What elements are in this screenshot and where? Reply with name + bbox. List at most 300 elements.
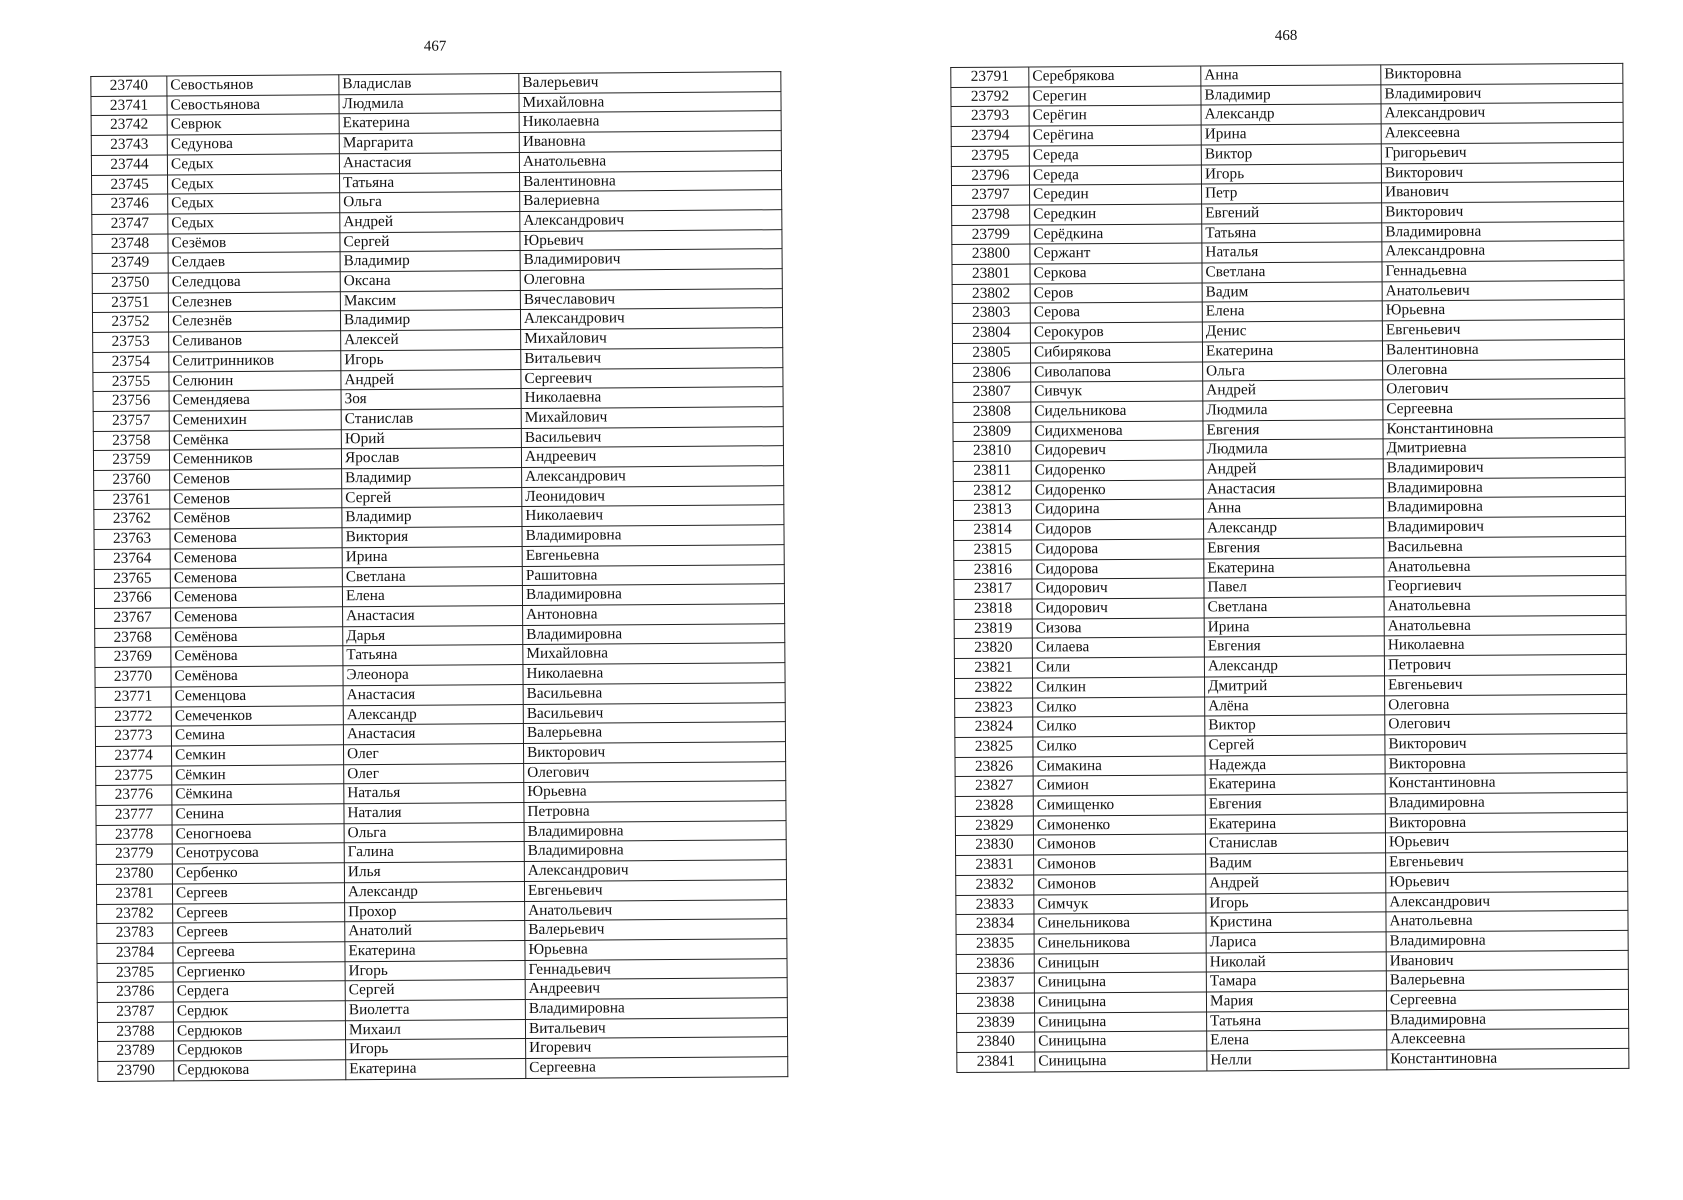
patronymic-cell: Владимировна [1385, 792, 1627, 813]
first-name-cell: Андрей [1203, 380, 1383, 401]
first-name-cell: Александр [1204, 518, 1384, 539]
surname-cell: Сергиенко [173, 961, 345, 982]
first-name-cell: Светлана [342, 566, 522, 587]
patronymic-cell: Андреевич [521, 446, 783, 468]
patronymic-cell: Михайловна [519, 91, 781, 113]
record-number-cell: 23769 [95, 647, 171, 667]
patronymic-cell: Валерьевна [523, 722, 785, 744]
patronymic-cell: Олеговна [1385, 694, 1627, 715]
record-number-cell: 23790 [98, 1061, 174, 1081]
record-number-cell: 23781 [96, 884, 172, 904]
record-number-cell: 23743 [91, 135, 167, 155]
first-name-cell: Игорь [1201, 163, 1381, 184]
record-number-cell: 23774 [96, 746, 172, 766]
patronymic-cell: Константиновна [1387, 1049, 1629, 1070]
first-name-cell: Илья [344, 862, 524, 883]
record-number-cell: 23780 [96, 864, 172, 884]
record-number-cell: 23820 [954, 638, 1032, 658]
patronymic-cell: Владимировна [1387, 1009, 1629, 1030]
first-name-cell: Наталия [344, 803, 524, 824]
patronymic-cell: Георгиевич [1384, 576, 1626, 597]
record-number-cell: 23761 [94, 490, 170, 510]
patronymic-cell: Витальевич [521, 348, 783, 370]
record-number-cell: 23837 [956, 973, 1034, 993]
patronymic-cell: Владимировна [1383, 497, 1625, 518]
patronymic-cell: Валентиновна [1382, 339, 1624, 360]
first-name-cell: Татьяна [343, 645, 523, 666]
record-number-cell: 23764 [94, 549, 170, 569]
patronymic-cell: Анатольевна [1386, 911, 1628, 932]
record-number-cell: 23806 [953, 363, 1031, 383]
first-name-cell: Игорь [341, 349, 521, 370]
patronymic-cell: Викторович [1381, 162, 1623, 183]
surname-cell: Сержант [1030, 243, 1202, 264]
record-number-cell: 23840 [957, 1032, 1035, 1052]
surname-cell: Серегин [1029, 86, 1201, 107]
first-name-cell: Алексей [341, 330, 521, 351]
first-name-cell: Игорь [345, 960, 525, 981]
surname-cell: Седых [168, 213, 340, 234]
first-name-cell: Тамара [1206, 971, 1386, 992]
first-name-cell: Александр [1204, 656, 1384, 677]
patronymic-cell: Антоновна [523, 604, 785, 626]
patronymic-cell: Владимировна [522, 525, 784, 547]
surname-cell: Селдаев [168, 252, 340, 273]
surname-cell: Седых [167, 154, 339, 175]
surname-cell: Семендяева [169, 390, 341, 411]
patronymic-cell: Сергеевна [1383, 398, 1625, 419]
patronymic-cell: Валерьевич [519, 72, 781, 94]
first-name-cell: Людмила [1203, 439, 1383, 460]
patronymic-cell: Леонидович [522, 485, 784, 507]
surname-cell: Селюнин [169, 370, 341, 391]
record-number-cell: 23828 [955, 796, 1033, 816]
record-number-cell: 23833 [956, 895, 1034, 915]
record-number-cell: 23771 [95, 687, 171, 707]
first-name-cell: Владимир [342, 507, 522, 528]
record-number-cell: 23819 [954, 619, 1032, 639]
patronymic-cell: Васильевич [523, 702, 785, 724]
surname-cell: Симищенко [1033, 795, 1205, 816]
surname-cell: Сидоренко [1031, 480, 1203, 501]
first-name-cell: Андрей [1206, 873, 1386, 894]
surname-cell: Сидорович [1032, 598, 1204, 619]
surname-cell: Семенцова [171, 686, 343, 707]
first-name-cell: Владимир [342, 468, 522, 489]
record-number-cell: 23799 [952, 225, 1030, 245]
surname-cell: Севостьянов [167, 75, 339, 96]
surname-cell: Серёдкина [1030, 224, 1202, 245]
surname-cell: Сидоров [1032, 519, 1204, 540]
record-number-cell: 23793 [951, 106, 1029, 126]
surname-cell: Семёнова [171, 646, 343, 667]
patronymic-cell: Геннадьевич [525, 958, 787, 980]
first-name-cell: Олег [343, 743, 523, 764]
record-number-cell: 23753 [93, 332, 169, 352]
patronymic-cell: Викторовна [1385, 812, 1627, 833]
surname-cell: Седых [168, 193, 340, 214]
record-number-cell: 23802 [952, 284, 1030, 304]
surname-cell: Селедцова [168, 272, 340, 293]
surname-cell: Серова [1030, 302, 1202, 323]
record-number-cell: 23836 [956, 954, 1034, 974]
first-name-cell: Светлана [1202, 262, 1382, 283]
patronymic-cell: Викторович [523, 742, 785, 764]
patronymic-cell: Евгеньевич [1382, 320, 1624, 341]
surname-cell: Сердюков [173, 1020, 345, 1041]
surname-cell: Семкин [171, 745, 343, 766]
patronymic-cell: Николаевна [519, 111, 781, 133]
record-number-cell: 23740 [91, 76, 167, 96]
record-number-cell: 23749 [92, 253, 168, 273]
patronymic-cell: Евгеньевич [524, 879, 786, 901]
surname-cell: Синицына [1034, 972, 1206, 993]
first-name-cell: Евгений [1202, 203, 1382, 224]
patronymic-cell: Рашитовна [522, 564, 784, 586]
surname-cell: Силкин [1033, 677, 1205, 698]
patronymic-cell: Петровна [524, 801, 786, 823]
patronymic-cell: Олегович [524, 761, 786, 783]
record-number-cell: 23815 [954, 540, 1032, 560]
surname-cell: Селиванов [169, 331, 341, 352]
record-number-cell: 23797 [952, 185, 1030, 205]
first-name-cell: Лариса [1206, 932, 1386, 953]
record-number-cell: 23759 [93, 450, 169, 470]
surname-cell: Сили [1032, 657, 1204, 678]
first-name-cell: Кристина [1206, 912, 1386, 933]
record-number-cell: 23821 [954, 658, 1032, 678]
patronymic-cell: Анатольевич [525, 899, 787, 921]
surname-cell: Серов [1030, 283, 1202, 304]
patronymic-cell: Валерьевич [525, 919, 787, 941]
patronymic-cell: Владимировна [522, 584, 784, 606]
first-name-cell: Юрий [341, 428, 521, 449]
record-number-cell: 23755 [93, 372, 169, 392]
record-number-cell: 23804 [952, 323, 1030, 343]
first-name-cell: Екатерина [1202, 341, 1382, 362]
surname-cell: Семенов [170, 489, 342, 510]
first-name-cell: Екатерина [1205, 814, 1385, 835]
record-number-cell: 23758 [93, 431, 169, 451]
first-name-cell: Елена [1202, 301, 1382, 322]
record-number-cell: 23811 [953, 461, 1031, 481]
surname-cell: Серокуров [1030, 322, 1202, 343]
record-number-cell: 23791 [951, 67, 1029, 87]
record-number-cell: 23766 [94, 588, 170, 608]
record-number-cell: 23765 [94, 569, 170, 589]
patronymic-cell: Михайлович [521, 407, 783, 429]
first-name-cell: Светлана [1204, 597, 1384, 618]
first-name-cell: Татьяна [1202, 222, 1382, 243]
record-number-cell: 23824 [955, 717, 1033, 737]
first-name-cell: Виктория [342, 527, 522, 548]
surname-cell: Сивчук [1031, 381, 1203, 402]
first-name-cell: Игорь [1206, 892, 1386, 913]
surname-cell: Синицын [1034, 953, 1206, 974]
first-name-cell: Оксана [340, 271, 520, 292]
record-number-cell: 23803 [952, 303, 1030, 323]
first-name-cell: Надежда [1205, 754, 1385, 775]
patronymic-cell: Владимирович [1381, 83, 1623, 104]
first-name-cell: Ольга [340, 192, 520, 213]
patronymic-cell: Ивановна [519, 131, 781, 153]
patronymic-cell: Николаевич [522, 505, 784, 527]
first-name-cell: Александр [1201, 104, 1381, 125]
first-name-cell: Маргарита [339, 133, 519, 154]
first-name-cell: Анна [1201, 65, 1381, 86]
surname-cell: Сезёмов [168, 232, 340, 253]
patronymic-cell: Витальевич [525, 1017, 787, 1039]
patronymic-cell: Иванович [1381, 182, 1623, 203]
record-number-cell: 23742 [91, 115, 167, 135]
first-name-cell: Владислав [339, 74, 519, 95]
names-table-right-body [951, 63, 1629, 1072]
patronymic-cell: Юрьевич [1385, 832, 1627, 853]
patronymic-cell: Александрович [1381, 103, 1623, 124]
record-number-cell: 23786 [97, 982, 173, 1002]
first-name-cell: Нелли [1207, 1050, 1387, 1071]
surname-cell: Силко [1033, 696, 1205, 717]
first-name-cell: Анастасия [339, 152, 519, 173]
record-number-cell: 23831 [956, 855, 1034, 875]
first-name-cell: Ярослав [341, 448, 521, 469]
record-number-cell: 23812 [953, 481, 1031, 501]
patronymic-cell: Анатольевна [1384, 595, 1626, 616]
patronymic-cell: Анатольевна [519, 150, 781, 172]
patronymic-cell: Васильевич [521, 426, 783, 448]
first-name-cell: Анастасия [343, 724, 523, 745]
surname-cell: Синицына [1034, 992, 1206, 1013]
patronymic-cell: Юрьевна [525, 939, 787, 961]
first-name-cell: Игорь [346, 1039, 526, 1060]
patronymic-cell: Юрьевич [520, 229, 782, 251]
first-name-cell: Андрей [1203, 459, 1383, 480]
first-name-cell: Наталья [344, 783, 524, 804]
patronymic-cell: Владимировна [524, 820, 786, 842]
patronymic-cell: Сергеевна [1386, 989, 1628, 1010]
record-number-cell: 23767 [95, 608, 171, 628]
table-row [957, 1049, 1629, 1073]
record-number-cell: 23795 [951, 146, 1029, 166]
first-name-cell: Владимир [340, 251, 520, 272]
surname-cell: Симион [1033, 775, 1205, 796]
surname-cell: Сергеев [172, 883, 344, 904]
record-number-cell: 23785 [97, 963, 173, 983]
surname-cell: Середа [1029, 145, 1201, 166]
surname-cell: Середин [1029, 184, 1201, 205]
first-name-cell: Дмитрий [1205, 676, 1385, 697]
first-name-cell: Михаил [345, 1019, 525, 1040]
record-number-cell: 23779 [96, 844, 172, 864]
first-name-cell: Екатерина [1204, 557, 1384, 578]
record-number-cell: 23788 [97, 1022, 173, 1042]
patronymic-cell: Викторовна [1381, 63, 1623, 84]
record-number-cell: 23789 [98, 1041, 174, 1061]
record-number-cell: 23829 [955, 816, 1033, 836]
surname-cell: Сердюк [173, 1001, 345, 1022]
record-number-cell: 23782 [97, 903, 173, 923]
record-number-cell: 23745 [92, 174, 168, 194]
record-number-cell: 23778 [96, 825, 172, 845]
record-number-cell: 23747 [92, 214, 168, 234]
first-name-cell: Анастасия [343, 684, 523, 705]
page-number-left: 467 [423, 38, 447, 55]
first-name-cell: Владимир [340, 310, 520, 331]
surname-cell: Силко [1033, 736, 1205, 757]
record-number-cell: 23810 [953, 441, 1031, 461]
first-name-cell: Анна [1203, 498, 1383, 519]
patronymic-cell: Евгеньевич [1385, 674, 1627, 695]
surname-cell: Сёмкина [172, 784, 344, 805]
record-number-cell: 23762 [94, 509, 170, 529]
record-number-cell: 23808 [953, 402, 1031, 422]
patronymic-cell: Константиновна [1383, 418, 1625, 439]
record-number-cell: 23827 [955, 776, 1033, 796]
record-number-cell: 23783 [97, 923, 173, 943]
record-number-cell: 23794 [951, 126, 1029, 146]
patronymic-cell: Александрович [520, 308, 782, 330]
first-name-cell: Владимир [1201, 85, 1381, 106]
patronymic-cell: Владимирович [1383, 457, 1625, 478]
first-name-cell: Анастасия [343, 605, 523, 626]
record-number-cell: 23784 [97, 943, 173, 963]
patronymic-cell: Александрович [524, 860, 786, 882]
surname-cell: Сеногноева [172, 823, 344, 844]
surname-cell: Семенова [170, 587, 342, 608]
first-name-cell: Евгения [1205, 794, 1385, 815]
surname-cell: Селезнёв [168, 311, 340, 332]
first-name-cell: Екатерина [339, 113, 519, 134]
patronymic-cell: Васильевна [523, 682, 785, 704]
surname-cell: Сергеев [173, 902, 345, 923]
first-name-cell: Элеонора [343, 665, 523, 686]
record-number-cell: 23775 [96, 766, 172, 786]
surname-cell: Симонов [1033, 834, 1205, 855]
surname-cell: Сизова [1032, 618, 1204, 639]
patronymic-cell: Владимировна [525, 998, 787, 1020]
surname-cell: Селитринников [169, 351, 341, 372]
patronymic-cell: Анатольевна [1384, 615, 1626, 636]
record-number-cell: 23748 [92, 234, 168, 254]
patronymic-cell: Вячеславович [520, 288, 782, 310]
patronymic-cell: Олеговна [1383, 359, 1625, 380]
first-name-cell: Алёна [1205, 695, 1385, 716]
surname-cell: Синицына [1035, 1012, 1207, 1033]
patronymic-cell: Викторовна [1385, 753, 1627, 774]
surname-cell: Семёнова [171, 666, 343, 687]
record-number-cell: 23751 [92, 293, 168, 313]
surname-cell: Сергеев [173, 922, 345, 943]
surname-cell: Симонов [1034, 874, 1206, 895]
first-name-cell: Татьяна [340, 172, 520, 193]
patronymic-cell: Петрович [1384, 654, 1626, 675]
first-name-cell: Вадим [1206, 853, 1386, 874]
patronymic-cell: Викторович [1385, 733, 1627, 754]
table-row [98, 1057, 788, 1082]
surname-cell: Семина [171, 725, 343, 746]
record-number-cell: 23814 [954, 520, 1032, 540]
record-number-cell: 23823 [955, 698, 1033, 718]
patronymic-cell: Геннадьевна [1382, 260, 1624, 281]
surname-cell: Сидоренко [1031, 460, 1203, 481]
first-name-cell: Виктор [1205, 715, 1385, 736]
patronymic-cell: Владимировна [523, 623, 785, 645]
record-number-cell: 23770 [95, 667, 171, 687]
first-name-cell: Петр [1201, 183, 1381, 204]
patronymic-cell: Владимировна [1382, 221, 1624, 242]
patronymic-cell: Олеговна [520, 269, 782, 291]
first-name-cell: Анастасия [1203, 479, 1383, 500]
record-number-cell: 23816 [954, 560, 1032, 580]
surname-cell: Середкин [1030, 204, 1202, 225]
surname-cell: Сидорова [1032, 559, 1204, 580]
first-name-cell: Зоя [341, 389, 521, 410]
surname-cell: Сидорова [1032, 539, 1204, 560]
record-number-cell: 23807 [953, 382, 1031, 402]
surname-cell: Сидихменова [1031, 421, 1203, 442]
patronymic-cell: Владимирович [520, 249, 782, 271]
first-name-cell: Александр [343, 704, 523, 725]
names-table-right [950, 63, 1629, 1073]
first-name-cell: Сергей [1205, 735, 1385, 756]
patronymic-cell: Валериевна [520, 190, 782, 212]
surname-cell: Силко [1033, 716, 1205, 737]
record-number-cell: 23772 [95, 706, 171, 726]
record-number-cell: 23752 [92, 312, 168, 332]
surname-cell: Симакина [1033, 756, 1205, 777]
first-name-cell: Евгения [1204, 636, 1384, 657]
first-name-cell: Ольга [344, 822, 524, 843]
patronymic-cell: Евгеньевна [522, 545, 784, 567]
surname-cell: Семенова [170, 548, 342, 569]
surname-cell: Севостьянова [167, 94, 339, 115]
record-number-cell: 23792 [951, 87, 1029, 107]
patronymic-cell: Николаевна [1384, 635, 1626, 656]
patronymic-cell: Анатольевна [1384, 556, 1626, 577]
surname-cell: Семёнова [171, 626, 343, 647]
patronymic-cell: Владимировна [524, 840, 786, 862]
surname-cell: Синицына [1035, 1031, 1207, 1052]
first-name-cell: Станислав [1205, 833, 1385, 854]
patronymic-cell: Сергеевна [526, 1057, 788, 1079]
surname-cell: Седунова [167, 134, 339, 155]
record-number-cell: 23813 [953, 500, 1031, 520]
surname-cell: Сибирякова [1030, 342, 1202, 363]
record-number-cell: 23787 [97, 1002, 173, 1022]
patronymic-cell: Олегович [1385, 714, 1627, 735]
first-name-cell: Андрей [341, 369, 521, 390]
patronymic-cell: Александрович [520, 210, 782, 232]
first-name-cell: Елена [342, 586, 522, 607]
record-number-cell: 23800 [952, 244, 1030, 264]
record-number-cell: 23757 [93, 411, 169, 431]
first-name-cell: Олег [344, 763, 524, 784]
first-name-cell: Ирина [1201, 124, 1381, 145]
record-number-cell: 23777 [96, 805, 172, 825]
surname-cell: Семеченков [171, 705, 343, 726]
surname-cell: Сёмкин [172, 764, 344, 785]
surname-cell: Сенина [172, 804, 344, 825]
surname-cell: Сидорович [1032, 578, 1204, 599]
surname-cell: Семенова [170, 567, 342, 588]
surname-cell: Синельникова [1034, 913, 1206, 934]
surname-cell: Серебрякова [1029, 66, 1201, 87]
surname-cell: Сиволапова [1031, 362, 1203, 383]
first-name-cell: Станислав [341, 408, 521, 429]
record-number-cell: 23832 [956, 875, 1034, 895]
names-table-left [90, 71, 788, 1082]
first-name-cell: Павел [1204, 577, 1384, 598]
